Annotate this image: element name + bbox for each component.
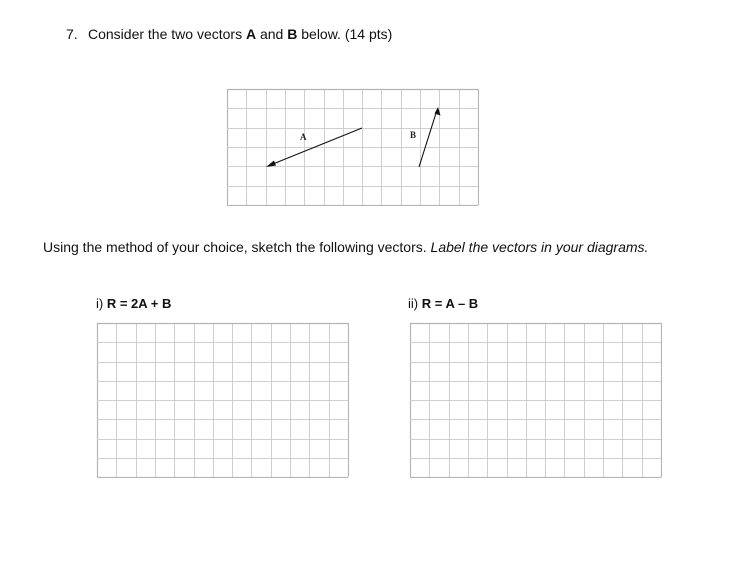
question-text-after: below. (14 pts)	[297, 26, 393, 42]
part-i-label	[96, 296, 171, 311]
question-number: 7.	[66, 26, 78, 42]
part-ii-label	[408, 296, 478, 311]
instructions	[40, 238, 680, 257]
vector-figure	[226, 88, 479, 206]
vector-b-arrow	[419, 107, 441, 167]
question-heading	[66, 26, 392, 42]
part-ii-expression: R = A – B	[421, 296, 479, 311]
question-vector-b: B	[287, 26, 298, 42]
part-ii-grid	[409, 322, 662, 478]
part-i-expression: R = 2A + B	[106, 296, 172, 311]
question-text-before: Consider the two vectors	[88, 26, 246, 42]
question-text-and: and	[256, 26, 288, 42]
part-i-prefix: i)	[96, 296, 107, 311]
vector-a-label: A	[300, 132, 307, 142]
part-i-grid	[96, 322, 349, 478]
instructions-italic: Label the vectors in your diagrams.	[430, 239, 649, 255]
question-vector-a: A	[245, 26, 257, 42]
vector-b-label: B	[410, 130, 417, 140]
part-ii-prefix: ii)	[408, 296, 422, 311]
instructions-plain: Using the method of your choice, sketch the following vectors.	[43, 239, 431, 255]
vector-figure-grid	[227, 89, 479, 206]
